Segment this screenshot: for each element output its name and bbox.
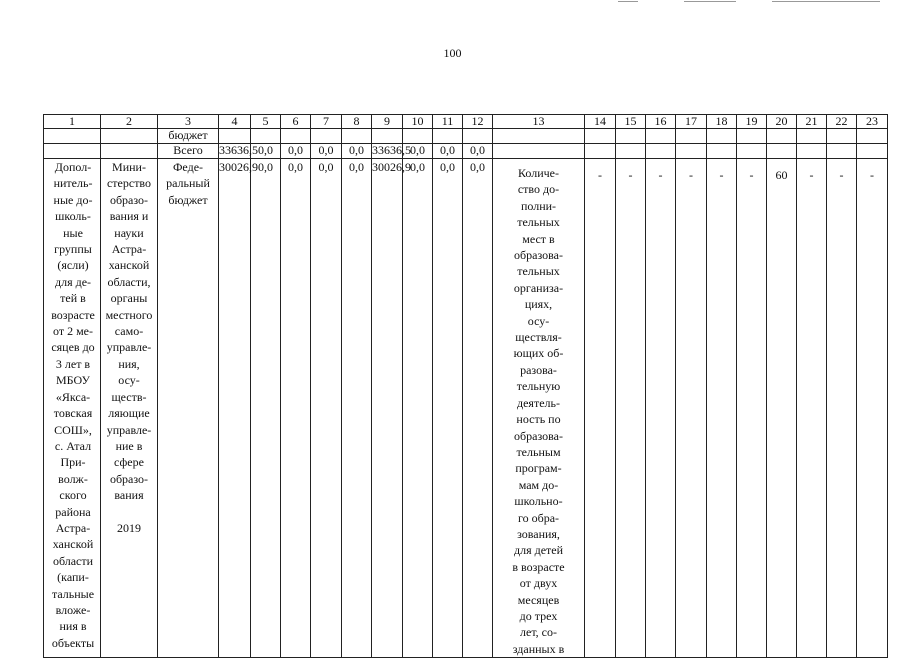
indicator-text: Количе- ство до- полни- тельных мест в образова- тельных организа- циях, осу- ществля- ющих об- разова- тельную деятель- ность по образова- тельным програм- мам до- школьно- го обра- зования, для детей в возрасте от двух месяцев до трех лет, со- зданных в bbox=[493, 159, 585, 658]
budget-row bbox=[44, 129, 888, 144]
funding-value: 0,0 bbox=[281, 159, 311, 658]
column-number: 12 bbox=[463, 115, 493, 129]
column-number: 8 bbox=[342, 115, 372, 129]
total-value: 0,0 bbox=[342, 144, 372, 159]
column-number: 3 bbox=[158, 115, 219, 129]
funding-value: 30026,9 bbox=[372, 159, 403, 658]
total-label: Всего bbox=[158, 144, 219, 159]
budget-label: бюджет bbox=[158, 129, 219, 144]
funding-value: 0,0 bbox=[311, 159, 342, 658]
total-value: 0,0 bbox=[403, 144, 433, 159]
column-number-row bbox=[44, 115, 888, 129]
funding-value: 0,0 bbox=[433, 159, 463, 658]
column-number: 5 bbox=[251, 115, 281, 129]
column-number: 10 bbox=[403, 115, 433, 129]
scan-mark bbox=[684, 1, 736, 2]
column-number: 9 bbox=[372, 115, 403, 129]
column-number: 23 bbox=[857, 115, 888, 129]
target-value: - bbox=[737, 159, 767, 658]
column-number: 17 bbox=[676, 115, 707, 129]
funding-value: 0,0 bbox=[342, 159, 372, 658]
target-value: - bbox=[797, 159, 827, 658]
total-value: 33636,5 bbox=[219, 143, 258, 157]
total-row bbox=[44, 144, 888, 159]
column-number: 4 bbox=[219, 115, 251, 129]
column-number: 18 bbox=[707, 115, 737, 129]
funding-value: 0,0 bbox=[403, 159, 433, 658]
column-number: 20 bbox=[767, 115, 797, 129]
page-number: 100 bbox=[443, 46, 462, 60]
measure-name: Допол- нитель- ные до- школь- ные группы (ясли) для де- тей в возрасте от 2 ме- сяцев до 3 лет в МБОУ «Якса- товская СОШ», с. Атал При- волж- ского района Астра- ханской области (капи- тальные вложе- ния в объекты bbox=[44, 159, 101, 658]
column-number: 2 bbox=[101, 115, 158, 129]
funding-value: 0,0 bbox=[251, 159, 281, 658]
target-value: - bbox=[827, 159, 857, 658]
total-value: 0,0 bbox=[311, 144, 342, 159]
funding-value: 0,0 bbox=[463, 159, 493, 658]
column-number: 14 bbox=[585, 115, 616, 129]
column-number: 16 bbox=[646, 115, 676, 129]
column-number: 6 bbox=[281, 115, 311, 129]
measure-row bbox=[44, 159, 888, 658]
total-value: 0,0 bbox=[463, 144, 493, 159]
column-number: 1 bbox=[44, 115, 101, 129]
total-value: 0,0 bbox=[281, 144, 311, 159]
funding-source: Феде- ральный бюджет bbox=[158, 159, 219, 658]
program-table bbox=[43, 114, 888, 658]
total-value: 33636,5 bbox=[372, 143, 411, 157]
total-value: 0,0 bbox=[433, 144, 463, 159]
target-value: - bbox=[585, 159, 616, 658]
column-number: 7 bbox=[311, 115, 342, 129]
target-value: - bbox=[707, 159, 737, 658]
column-number: 19 bbox=[737, 115, 767, 129]
funding-value: 30026,9 bbox=[219, 159, 251, 658]
column-number: 13 bbox=[493, 115, 585, 129]
scan-mark bbox=[618, 1, 638, 2]
column-number: 11 bbox=[433, 115, 463, 129]
target-value: - bbox=[676, 159, 707, 658]
target-value: - bbox=[616, 159, 646, 658]
target-value: 60 bbox=[767, 159, 797, 658]
total-value: 0,0 bbox=[251, 144, 281, 159]
target-value: - bbox=[857, 159, 888, 658]
executor-and-year: Мини- стерство образо- вания и науки Астра- ханской области, органы местного само- управле- ния, осу- ществ- ляющие управле- ние в сфере образо- вания 2019 bbox=[101, 159, 158, 658]
column-number: 21 bbox=[797, 115, 827, 129]
scan-mark bbox=[772, 1, 880, 2]
column-number: 15 bbox=[616, 115, 646, 129]
target-value: - bbox=[646, 159, 676, 658]
column-number: 22 bbox=[827, 115, 857, 129]
